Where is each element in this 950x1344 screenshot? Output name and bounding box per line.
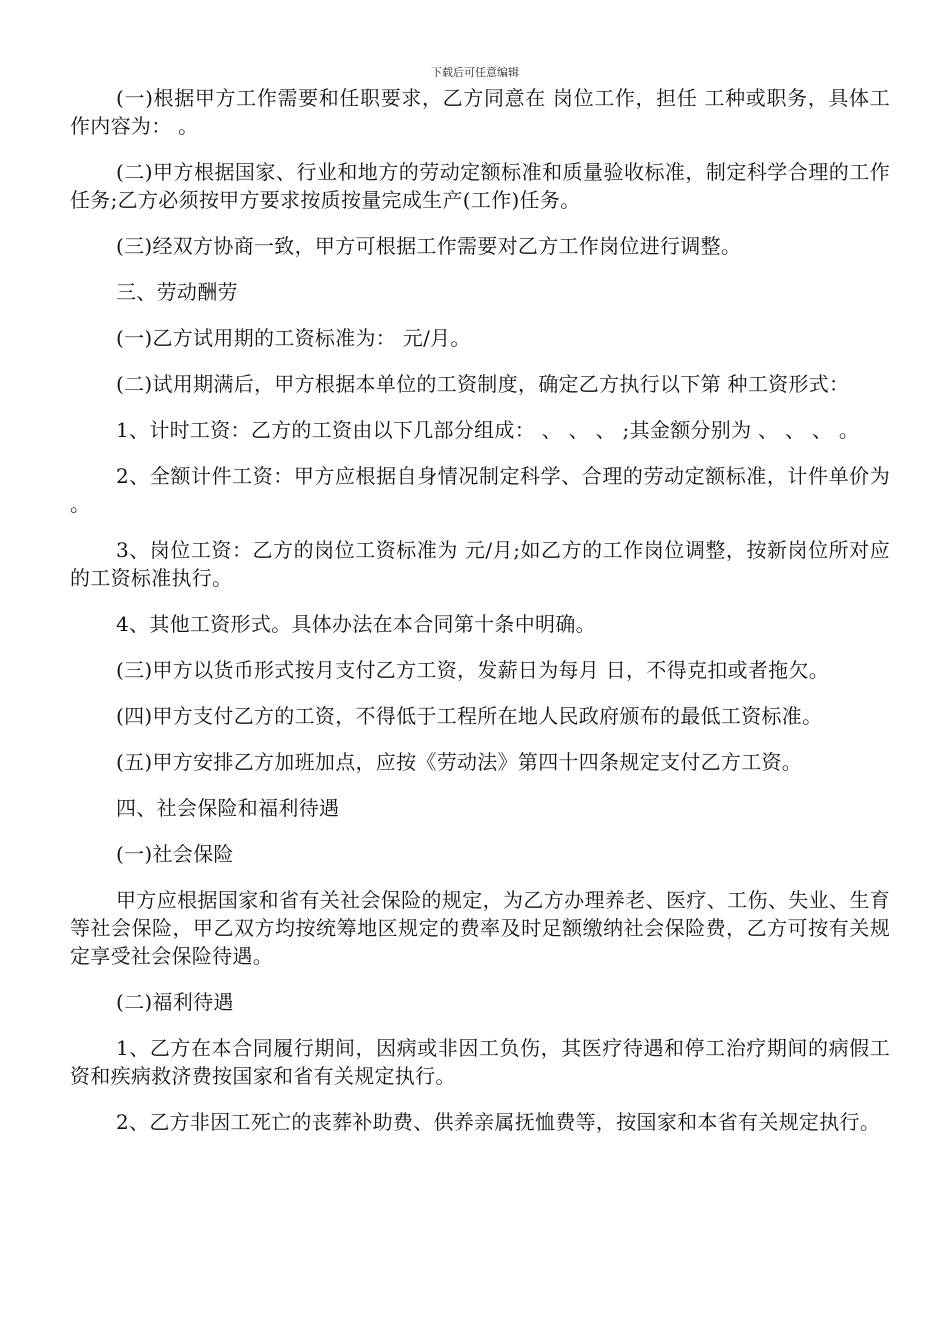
paragraph-3-2: (二)试用期满后，甲方根据本单位的工资制度，确定乙方执行以下第 种工资形式： bbox=[116, 372, 850, 396]
subheading-social-insurance: (一)社会保险 bbox=[116, 842, 234, 866]
wage-option-1: 1、计时工资：乙方的工资由以下几部分组成： 、 、 、 ;其金额分别为 、 、 、 。 bbox=[116, 418, 860, 442]
welfare-item-2: 2、乙方非因工死亡的丧葬补助费、供养亲属抚恤费等，按国家和本省有关规定执行。 bbox=[116, 1110, 881, 1134]
welfare-item-1: 1、乙方在本合同履行期间，因病或非因工负伤，其医疗待遇和停工治疗期间的病假工资和疾病救济费按国家和省有关规定执行。 bbox=[70, 1036, 890, 1088]
paragraph-social-insurance: 甲方应根据国家和省有关社会保险的规定，为乙方办理养老、医疗、工伤、失业、生育等社会保险，甲乙双方均按统筹地区规定的费率及时足额缴纳社会保险费，乙方可按有关规定享受社会保险待遇。 bbox=[70, 888, 890, 968]
paragraph-1-2: (二)甲方根据国家、行业和地方的劳动定额标准和质量验收标准，制定科学合理的工作任务;乙方必须按甲方要求按质按量完成生产(工作)任务。 bbox=[70, 160, 890, 212]
paragraph-3-1: (一)乙方试用期的工资标准为： 元/月。 bbox=[116, 326, 471, 350]
wage-option-4: 4、其他工资形式。具体办法在本合同第十条中明确。 bbox=[116, 612, 596, 636]
paragraph-1-1: (一)根据甲方工作需要和任职要求，乙方同意在 岗位工作，担任 工种或职务，具体工作内容为： 。 bbox=[70, 86, 890, 138]
wage-option-3: 3、岗位工资：乙方的岗位工资标准为 元/月;如乙方的工作岗位调整，按新岗位所对应的工资标准执行。 bbox=[70, 538, 890, 590]
paragraph-3-4: (四)甲方支付乙方的工资，不得低于工程所在地人民政府颁布的最低工资标准。 bbox=[116, 704, 823, 728]
subheading-welfare: (二)福利待遇 bbox=[116, 990, 234, 1014]
section-heading-3: 三、劳动酬劳 bbox=[116, 280, 238, 304]
document-body bbox=[70, 84, 897, 1154]
paragraph-1-3: (三)经双方协商一致，甲方可根据工作需要对乙方工作岗位进行调整。 bbox=[116, 234, 742, 258]
paragraph-3-3: (三)甲方以货币形式按月支付乙方工资，发薪日为每月 日，不得克扣或者拖欠。 bbox=[116, 658, 830, 682]
wage-option-2: 2、全额计件工资：甲方应根据自身情况制定科学、合理的劳动定额标准，计件单价为 。 bbox=[70, 464, 897, 516]
section-heading-4: 四、社会保险和福利待遇 bbox=[116, 796, 340, 820]
paragraph-3-5: (五)甲方安排乙方加班加点，应按《劳动法》第四十四条规定支付乙方工资。 bbox=[116, 750, 803, 774]
header-note: 下载后可任意编辑 bbox=[431, 66, 519, 79]
